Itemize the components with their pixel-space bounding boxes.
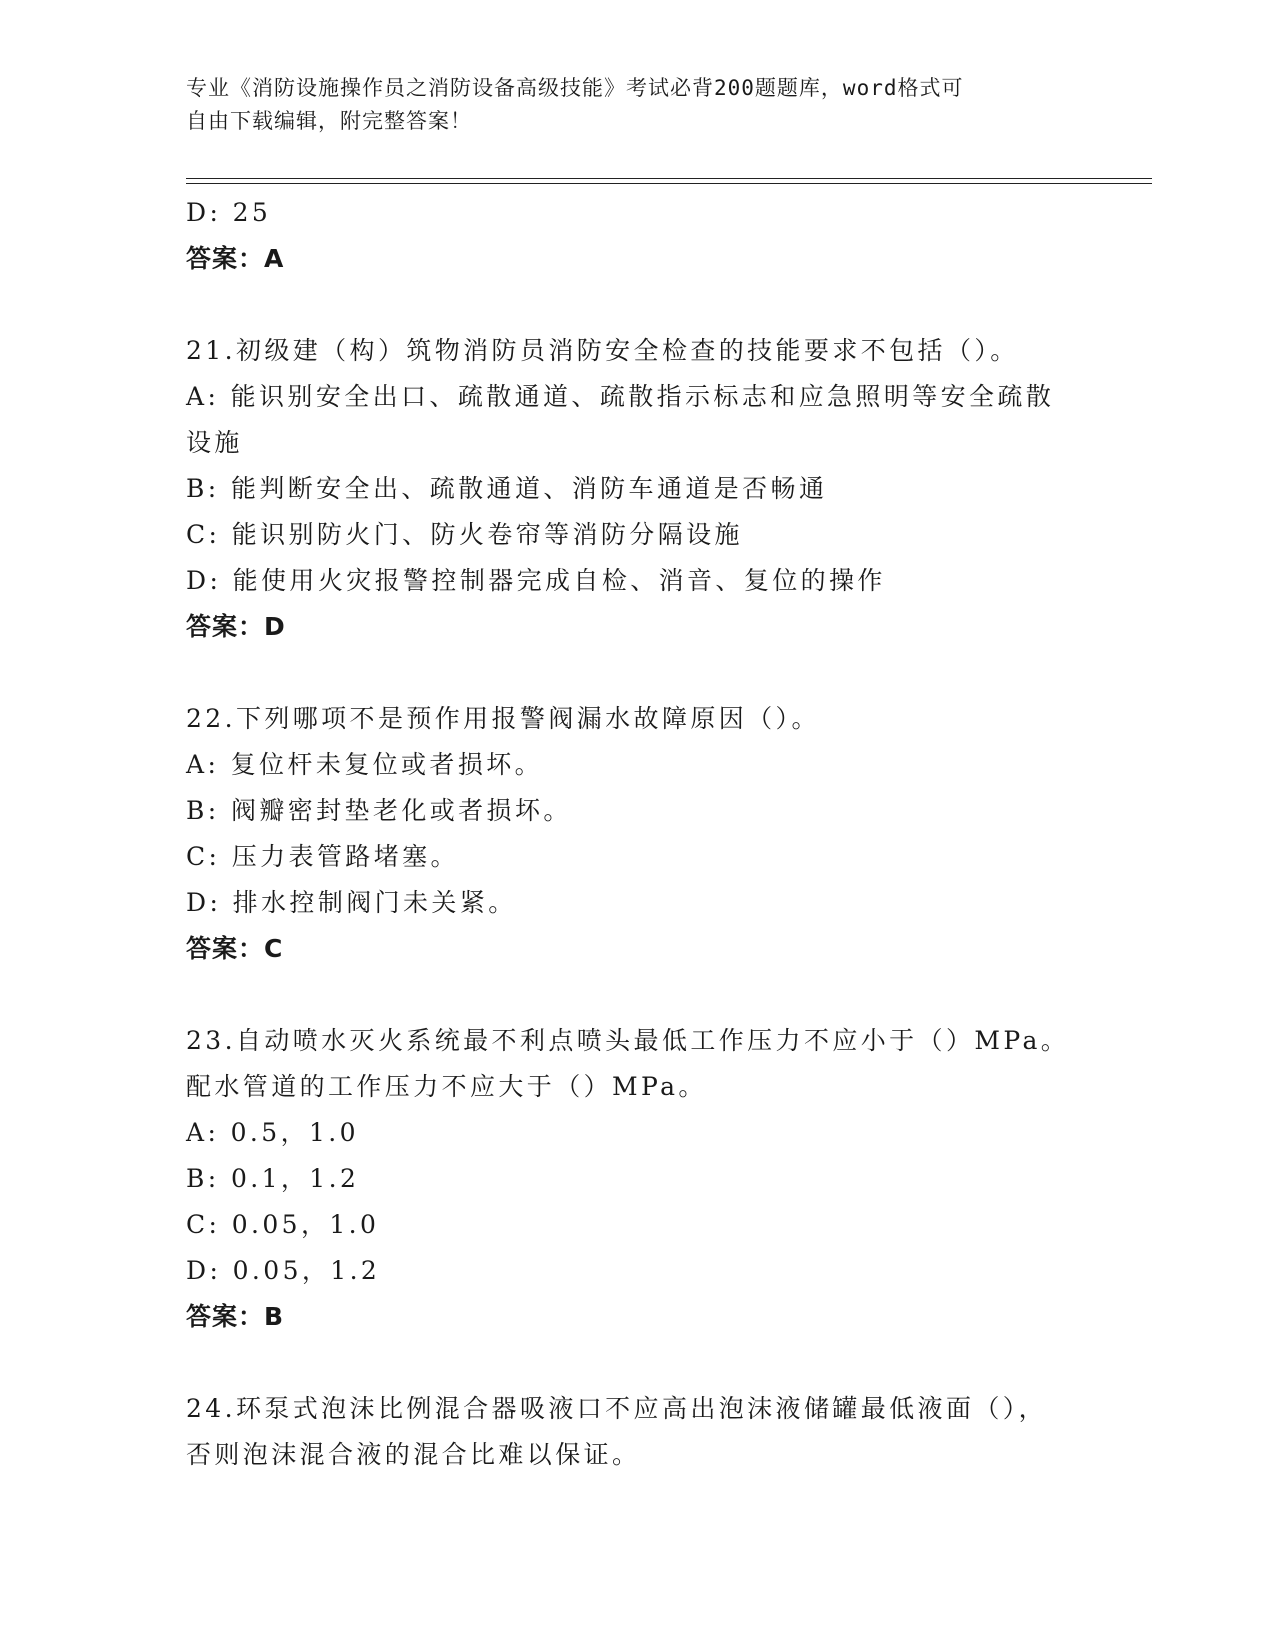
previous-question-tail — [186, 190, 1086, 282]
header-line-1: 专业《消防设施操作员之消防设备高级技能》考试必背200题题库，word格式可 — [186, 76, 964, 100]
spacer — [186, 972, 1086, 1018]
option-c: C: 压力表管路堵塞。 — [186, 842, 459, 871]
header-divider-top — [186, 178, 1152, 179]
answer-line: 答案：C — [186, 934, 284, 963]
question-stem: 22.下列哪项不是预作用报警阀漏水故障原因（）。 — [186, 704, 820, 733]
option-d: D: 能使用火灾报警控制器完成自检、消音、复位的操作 — [186, 566, 886, 595]
option-a: A: 0.5，1.0 — [186, 1118, 359, 1147]
option-a-continued: 设施 — [186, 428, 243, 457]
option-c: C: 能识别防火门、防火卷帘等消防分隔设施 — [186, 520, 743, 549]
answer-line: 答案：A — [186, 244, 285, 273]
answer-line: 答案：D — [186, 612, 286, 641]
spacer — [186, 282, 1086, 328]
document-header — [186, 72, 1086, 138]
spacer — [186, 650, 1086, 696]
spacer — [186, 1340, 1086, 1386]
question-22 — [186, 696, 1086, 972]
option-d: D: 25 — [186, 198, 272, 227]
option-b: B: 能判断安全出、疏散通道、消防车通道是否畅通 — [186, 474, 828, 503]
question-stem: 23.自动喷水灭火系统最不利点喷头最低工作压力不应小于（）MPa。 — [186, 1026, 1070, 1055]
question-24 — [186, 1386, 1086, 1478]
answer-line: 答案：B — [186, 1302, 285, 1331]
header-divider-bottom — [186, 183, 1152, 184]
option-c: C: 0.05，1.0 — [186, 1210, 380, 1239]
question-stem: 21.初级建（构）筑物消防员消防安全检查的技能要求不包括（）。 — [186, 336, 1019, 365]
option-a: A: 复位杆未复位或者损坏。 — [186, 750, 544, 779]
question-stem-continued: 配水管道的工作压力不应大于（）MPa。 — [186, 1072, 707, 1101]
question-21 — [186, 328, 1086, 650]
header-line-2: 自由下载编辑，附完整答案！ — [186, 109, 472, 133]
option-d: D: 0.05，1.2 — [186, 1256, 381, 1285]
question-stem-continued: 否则泡沫混合液的混合比难以保证。 — [186, 1440, 641, 1469]
option-a: A: 能识别安全出口、疏散通道、疏散指示标志和应急照明等安全疏散 — [186, 382, 1055, 411]
question-23 — [186, 1018, 1086, 1340]
question-stem: 24.环泵式泡沫比例混合器吸液口不应高出泡沫液储罐最低液面（）， — [186, 1394, 1048, 1423]
question-list — [186, 190, 1086, 1478]
option-b: B: 阀瓣密封垫老化或者损坏。 — [186, 796, 572, 825]
option-b: B: 0.1，1.2 — [186, 1164, 360, 1193]
option-d: D: 排水控制阀门未关紧。 — [186, 888, 517, 917]
